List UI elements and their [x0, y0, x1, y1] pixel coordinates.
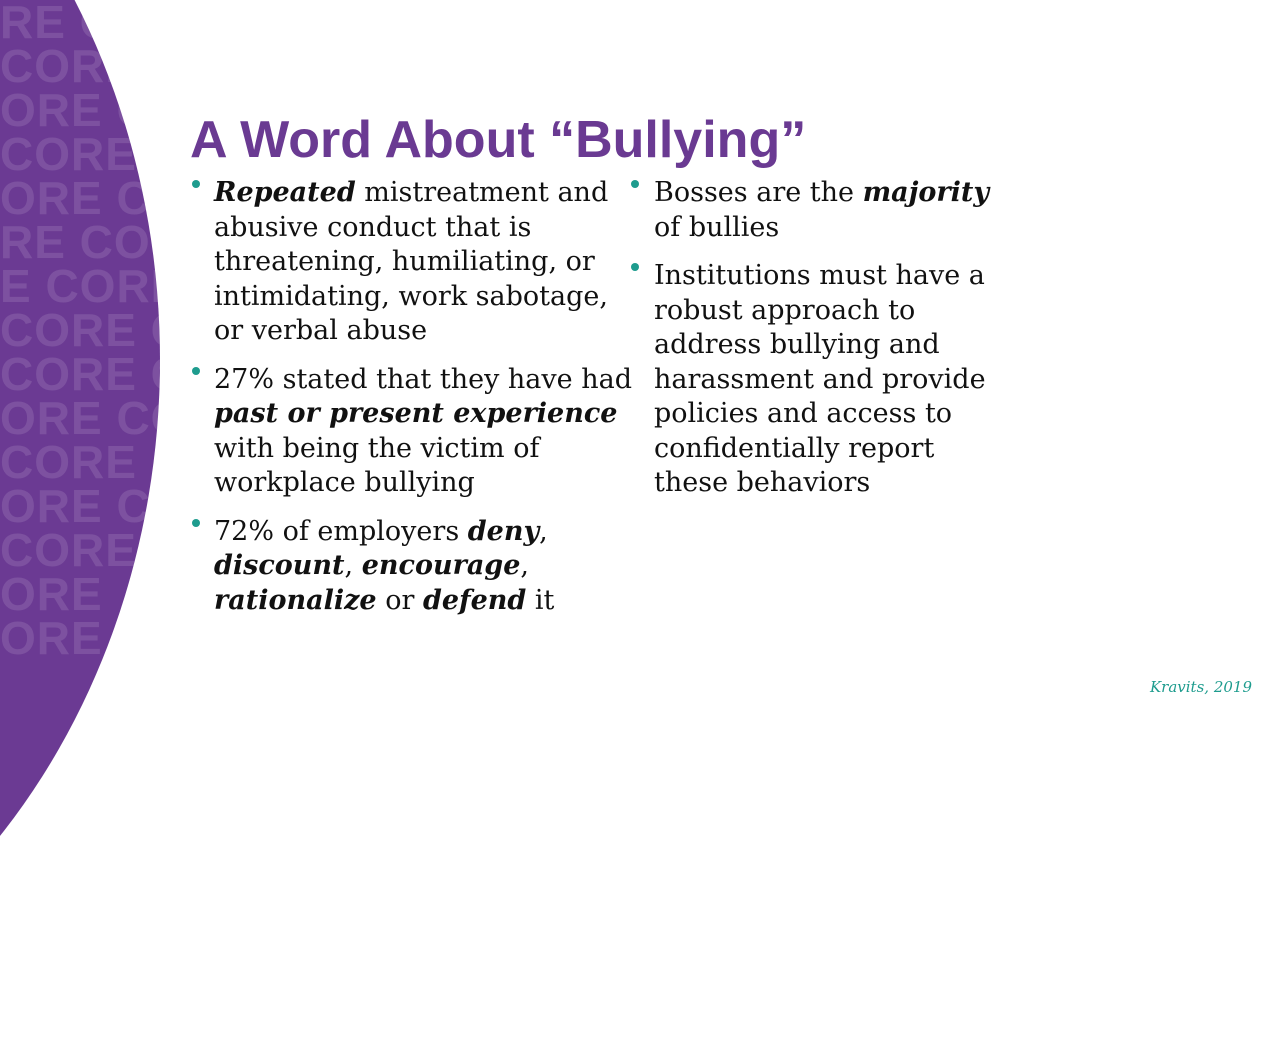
watermark-line: RE C — [0, 0, 114, 48]
slide-title: A Word About “Bullying” — [190, 111, 807, 169]
watermark-line: RE COR — [0, 216, 185, 268]
watermark-line: ORE CO — [0, 172, 188, 224]
watermark-line: CORE — [0, 128, 137, 180]
emphasis-text: discount — [214, 550, 345, 581]
watermark-line: CORE C — [0, 304, 185, 356]
left-bullet-list — [214, 176, 634, 632]
bullet-text: 72% of employers — [214, 515, 468, 547]
bullet-text: or — [376, 584, 423, 616]
bullet-text: , — [520, 550, 529, 581]
bullet-item — [214, 515, 634, 619]
bullet-text: of bullies — [654, 211, 780, 243]
core-watermark — [0, 0, 200, 720]
emphasis-text: past or present experience — [214, 398, 618, 429]
citation: Kravits, 2019 — [1149, 678, 1252, 696]
bullet-dot-icon — [192, 367, 200, 375]
watermark-line: CORE — [0, 436, 137, 488]
bullet-text: mistreatment and abusive conduct that is threatening, humiliating, or intimidating, work sabotage, or verbal abuse — [214, 177, 609, 346]
bullet-item — [214, 363, 634, 501]
bullet-dot-icon — [192, 519, 200, 527]
emphasis-text: defend — [422, 584, 527, 616]
bullet-dot-icon — [192, 180, 200, 188]
emphasis-text: rationalize — [214, 584, 377, 616]
emphasis-text: Repeated — [214, 177, 356, 208]
bullet-text: with being the victim of workplace bullying — [214, 432, 540, 498]
bullet-dot-icon — [631, 180, 639, 188]
bullet-text: , — [344, 550, 362, 581]
bullet-item — [654, 259, 1014, 501]
watermark-line: E CORE — [0, 260, 183, 312]
watermark-line: CORE — [0, 524, 137, 576]
bullet-text: , — [539, 515, 548, 547]
emphasis-text: majority — [862, 177, 990, 208]
watermark-line: ORE C — [0, 84, 151, 136]
emphasis-text: deny — [467, 515, 540, 547]
right-bullet-list — [654, 176, 1014, 515]
bullet-text: Bosses are the — [654, 177, 863, 208]
emphasis-text: encourage — [361, 550, 521, 581]
watermark-line: ORE C — [0, 480, 151, 532]
decorative-purple-arc — [0, 0, 188, 1060]
watermark-line: ORE — [0, 568, 103, 620]
bullet-item — [214, 176, 634, 349]
bullet-text: it — [526, 584, 555, 616]
watermark-line: CORE C — [0, 348, 185, 400]
bullet-text: Institutions must have a robust approach to address bullying and harassment and provide policies and access to confidentially report these behaviors — [654, 260, 986, 498]
watermark-line: ORE — [0, 612, 103, 664]
watermark-line: ORE CO — [0, 392, 188, 444]
bullet-dot-icon — [631, 263, 639, 271]
bullet-text: 27% stated that they have had — [214, 363, 632, 395]
bullet-item — [654, 176, 1014, 245]
watermark-line: CORE — [0, 40, 137, 92]
